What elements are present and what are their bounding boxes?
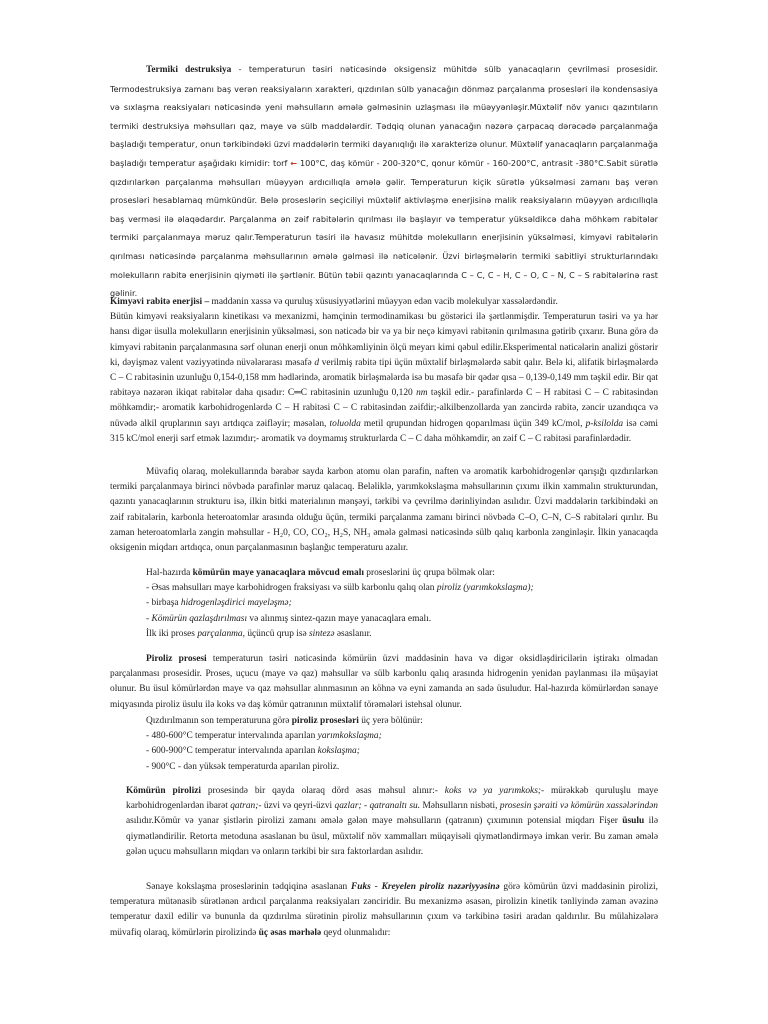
paragraph-text: qeyd olunmalıdır: bbox=[321, 927, 391, 938]
list-item bbox=[110, 744, 658, 759]
paragraph-text: prosesində bir qayda olaraq dörd əsas məhsul alınır:- bbox=[200, 786, 445, 796]
paragraph-text: Qızdırılmanın son temperaturuna görə bbox=[146, 716, 292, 726]
bold-phrase: üsulu bbox=[622, 816, 645, 827]
italic-phrase: prosesin şəraiti və kömürün xassələrindən bbox=[499, 801, 658, 812]
paragraph-text: proseslərini üç qrupa bölmək olar: bbox=[363, 568, 495, 578]
italic-phrase: sintezə bbox=[309, 628, 335, 639]
paragraph-text: Sənaye kokslaşma proseslərinin tədqiqinə əsaslanan bbox=[146, 882, 351, 892]
paragraph-coal-pyrolysis bbox=[110, 784, 658, 860]
italic-phrase: parçalanma, bbox=[197, 628, 245, 639]
list-text: - 600-900°C temperatur intervalında aparılan bbox=[146, 746, 318, 757]
paragraph-thermal-destruction bbox=[110, 60, 658, 303]
paragraph-text: üç yerə bölünür: bbox=[358, 716, 423, 726]
paragraph-text: 100°C, daş kömür - 200-320°C, qonur kömür - 160-200°C, antrasit -380°C.Sabit sürətlə qızdırılarkən parçalanma məhsulları müəyyən ardıcıllıqla əmələ gəlir. Temperaturun kiçik sürətlə yüksəlməsi zamanı baş verən prosesləri hesablamaq mümkündür. Belə proseslərin seçiciliyi müxtəlif aktivləşmə enerjisinə malik reaksiyaların müəyyən ardıcıllıqla baş verməsi ilə əlaqədardır. Parçalanma ən zəif rabitələrin qırılması ilə başlayır və temperatur yüksəldikcə daha möhkəm rabitələr termiki parçalanmaya məruz qalır.Temperaturun təsiri ilə havasız mühitdə molekulların enerjisinin yüksəlməsi, kimyəvi rabitələrin qırılması nəticəsində parçalanma məhsullarının əmələ gəlməsi ilə nəticələnir. Üzvi birləşmələrin termiki sabitliyi strukturlarındakı molekulların rabitə enerjisinin qiyməti ilə şərtlənir. Bütün təbii qazıntı yanacaqlarında C – C, C – H, C – O, C – N, C – S rabitələrinə rast gəlinir. bbox=[110, 157, 659, 299]
paragraph-text: Müvafiq olaraq, molekullarında bərabər sayda karbon atomu olan parafin, naften və aromatik karbohidrogenlər qarışığı qızdırılarkən termiki parçalanmaya birinci növbədə parafinlər məruz qalacaq. Beləliklə, yarımkokslaşma məhsullarının çıxımı ilkin xammalın strukturundan, qazıntı yanacaqlarının strukturu isə, ilkin bitki materialının mənşəyi, tərkibi və çevrilmə dərinliyindən asılıdır. Üzvi maddələrin tərkibindəki ən zəif rabitələrin, karbonla heteroatomlar arasında olduğu üçün, termiki parçalanma zamanı birinci növbədə C–O, C–N, C–S rabitələri qırılır. Bu zaman heteroatomlarla zəngin məhsullar - H₂0, CO, CO₂, H₂S, NH₃ əmələ gəlməsi nəticəsində sülb qalıq karbonla zənginləşir. İlkin yanacaqda oksigenin miqdarı artdıqca, onun parçalanmasının başlanğıc temperaturu azalır. bbox=[110, 467, 658, 554]
term-bond-energy: Kimyəvi rabitə enerjisi – bbox=[110, 297, 210, 307]
paragraph-bond-energy bbox=[110, 295, 658, 447]
paragraph-fuchs-kreyelen bbox=[110, 880, 658, 941]
list-italic: Kömürün qazlaşdırılması bbox=[151, 613, 248, 624]
bold-phrase: Kömürün pirolizi bbox=[126, 786, 201, 796]
list-text: - 480-600°C temperatur intervalında aparılan bbox=[146, 731, 318, 742]
list-text: - 900°C - dən yüksək temperaturda aparılan piroliz. bbox=[146, 761, 340, 772]
section-coal-processing bbox=[110, 566, 658, 642]
paragraph-temperature-groups bbox=[110, 714, 658, 729]
italic-phrase: qatranaltı su. bbox=[369, 801, 421, 812]
italic-nm: nm bbox=[416, 388, 428, 399]
paragraph-text: əsaslanır. bbox=[334, 628, 372, 639]
red-arrow-mark: ← bbox=[290, 157, 298, 168]
italic-phrase: qazlar; bbox=[334, 801, 362, 812]
list-item bbox=[110, 760, 658, 775]
bold-phrase: üç əsas mərhələ bbox=[258, 927, 322, 938]
bold-phrase: Piroliz prosesi bbox=[146, 654, 207, 664]
italic-phrase: koks və ya yarımkoks; bbox=[444, 786, 541, 796]
paragraph-text: - bbox=[361, 801, 370, 812]
list-item bbox=[110, 596, 658, 611]
term-thermal-destruction: Termiki destruksiya bbox=[146, 65, 232, 75]
list-text: - Əsas məhsulları maye karbohidrogen fraksiyası və sülb karbonlu qalıq olan bbox=[146, 583, 437, 594]
paragraph-text: üçüncü qrup isə bbox=[244, 628, 310, 639]
italic-ksilol: p-ksilolda bbox=[585, 418, 624, 429]
paragraph-text: asılıdır.Kömür və yanar şistlərin pirolizi zamanı əmələ gələn maye məhsulların (qatranın) çıxımının potensial miqdarı Fişer bbox=[126, 816, 623, 827]
paragraph-text: görə kömürün üzvi maddəsinin pirolizi, temperatura mütənasib sürətlənən ardıcıl parçalanma reaksiyaları zənciridir. Bu mexanizmə əsasən, pirolizin kinetik tənliyində zaman əvəzinə temperatur daxil edilir və bununla da qızdırılma sürətinin piroliz məhsullarının çıxım və tərkibinə təsiri aradan qaldırılır. Bu mülahizələrə müvafiq olaraq, kömürlərin pirolizində bbox=[110, 882, 659, 938]
paragraph-pyrolysis bbox=[110, 652, 658, 713]
list-italic: yarımkokslaşma; bbox=[317, 731, 382, 742]
bold-phrase: kömürün maye yanacaqlara mövcud emalı bbox=[192, 568, 364, 578]
paragraph-text: - mürəkkəb quruluşlu maye karbohidrogenlərdən ibarət bbox=[126, 786, 658, 812]
list-italic: kokslaşma; bbox=[317, 746, 360, 757]
italic-toluol: toluolda bbox=[329, 418, 361, 429]
paragraph-text: Hal-hazırda bbox=[146, 568, 193, 578]
list-text: - bbox=[146, 613, 152, 624]
section-pyrolysis-temperature bbox=[110, 714, 658, 775]
list-item bbox=[110, 729, 658, 744]
paragraph-text: verilmiş rabitə tipi üçün müxtəlif birləşmələrdə sabit qalır. Belə ki, alifatik birləşmələrdə C – C rabitəsinin uzunluğu 0,154-0,158 mm hədlərində, aromatik birləşmələrdə isə bu məsafə bir qədər qısa – 0,139-0,149 mm təşkil edir. Bir qat rabitəyə nəzərən ikiqat rabitələr daha qısadır: C═C rabitəsinin uzunluğu 0,120 bbox=[110, 357, 658, 399]
paragraph-process-basis bbox=[110, 627, 658, 642]
bold-italic-phrase: Fuks - Kreyelen piroliz nəzəriyyəsinə bbox=[351, 882, 500, 892]
paragraph-mixture bbox=[110, 465, 658, 556]
list-italic: hidrogenləşdirici mayeləşmə; bbox=[180, 598, 292, 609]
paragraph-text: metil qrupundan hidrogen qoparılması üçün 349 kC/mol, bbox=[360, 418, 586, 429]
paragraph-text: Məhsulların nisbəti, bbox=[420, 801, 500, 812]
paragraph-text: İlk iki proses bbox=[146, 628, 198, 639]
paragraph-text: - üzvi və qeyri-üzvi bbox=[258, 801, 335, 812]
list-text: - birbaşa bbox=[146, 598, 181, 609]
list-item bbox=[110, 612, 658, 627]
paragraph-text: maddənin xassə və quruluş xüsusiyyətlərini müəyyən edən vacib molekulyar xassələrdəndir. bbox=[209, 297, 558, 307]
paragraph-text: isə cəmi 315 kC/mol enerji sərf etmək lazımdır;- aromatik və doymamış strukturlarda C – C daha möhkəmdir, ən zəif C – C rabitəsi parafinlərdədir. bbox=[110, 418, 658, 444]
paragraph-text: - temperaturun təsiri nəticəsində oksigensiz mühitdə sülb yanacaqların çevrilməsi prosesidir. Termodestruksiya zamanı baş verən reaksiyaların xarakteri, qızdırılan sülb yanacağın dönməz parçalanma prosesləri ilə kondensasiya və sıxlaşma reaksiyaları nəticəsində yeni məhsulların əmələ gəlməsinin uzlaşması ilə müəyyənləşir.Müxtəlif növ yanıcı qazıntıların termiki destruksiya məhsulları qaz, maye və sülb maddələrdir. Tədqiq olunan yanacağın nəzərə çarpacaq dərəcədə parçalanmağa başladığı temperatur, onun tərkibindəki üzvi maddələrin termiki dayanıqlığı ilə xarakterizə olunur. Müxtəlif yanacaqların parçalanmağa başladığı temperatur aşağıdakı kimidir: torf bbox=[110, 64, 658, 168]
bold-phrase: piroliz prosesləri bbox=[291, 716, 359, 726]
paragraph-text: temperaturun təsiri nəticəsində kömürün üzvi maddəsinin hava və digər oksidləşdiricilərin iştirakı olmadan parçalanması prosesidir. Proses, uçucu (maye və qaz) məhsullar və sülb karbonlu qalıq arasında hidrogenin yenidən paylanması ilə müşayiət olunur. Bu üsul kömürlərdən maye və qaz məhsullar alınmasının ən köhnə və eyni zamanda ən sadə üsuludur. Hal-hazırda kömürlərdən sənaye miqyasında piroliz üsulu ilə koks və daş kömür qatranının müxtəlif törəmələri istehsal olunur. bbox=[110, 654, 658, 710]
paragraph-text: Bütün kimyəvi reaksiyaların kinetikası və mexanizmi, həmçinin termodinamikası bu göstərici ilə şərtlənmişdir. Temperaturun təsiri və ya hər hansı digər üsulla molekulların enerjisinin yüksəlməsi, son nəticədə bir və ya bir neçə kimyəvi rabitənin qırılmasına gətirib çıxarır. Buna görə də kimyəvi rabitənin parçalanmasına sərf olunan enerji onun möhkəmliyinin ölçü meyarı kimi qəbul edilir.Eksperimental nəticələrin analizi göstərir ki, dəyişməz valent vəziyyətində nüvələrarası məsafə bbox=[110, 312, 658, 368]
list-text: və alınmış sintez-qazın maye yanacaqlara emalı. bbox=[247, 613, 432, 624]
list-item bbox=[110, 581, 658, 596]
paragraph-processing-groups bbox=[110, 566, 658, 581]
italic-d: d bbox=[314, 357, 320, 368]
paragraph-text: təşkil edir.- parafinlərdə C – H rabitəsi C – C rabitəsindən möhkəmdir;- aromatik karbohidrogenlərdə C – H rabitəsi C – C rabitəsindən zəifdir;-alkilbenzollarda yan zəncirdə rabitə, zəncir uzandıqca və nüvədə alkil qruplarının sayı artdıqca zəifləyir; məsələn, bbox=[110, 388, 659, 429]
italic-phrase: qatran; bbox=[230, 801, 259, 812]
paragraph-text: ilə qiymətləndirilir. Retorta metoduna əsaslanan bu üsul, müxtəlif növ xammalları müqayisəli qiymətləndirməyə imkan verir. Bu zaman əmələ gələn uçucu məhsulların miqdarı və onların tərkibi bir sıra faktorlardan asılıdır. bbox=[126, 816, 658, 857]
list-italic: piroliz (yarımkokslaşma); bbox=[436, 583, 534, 594]
